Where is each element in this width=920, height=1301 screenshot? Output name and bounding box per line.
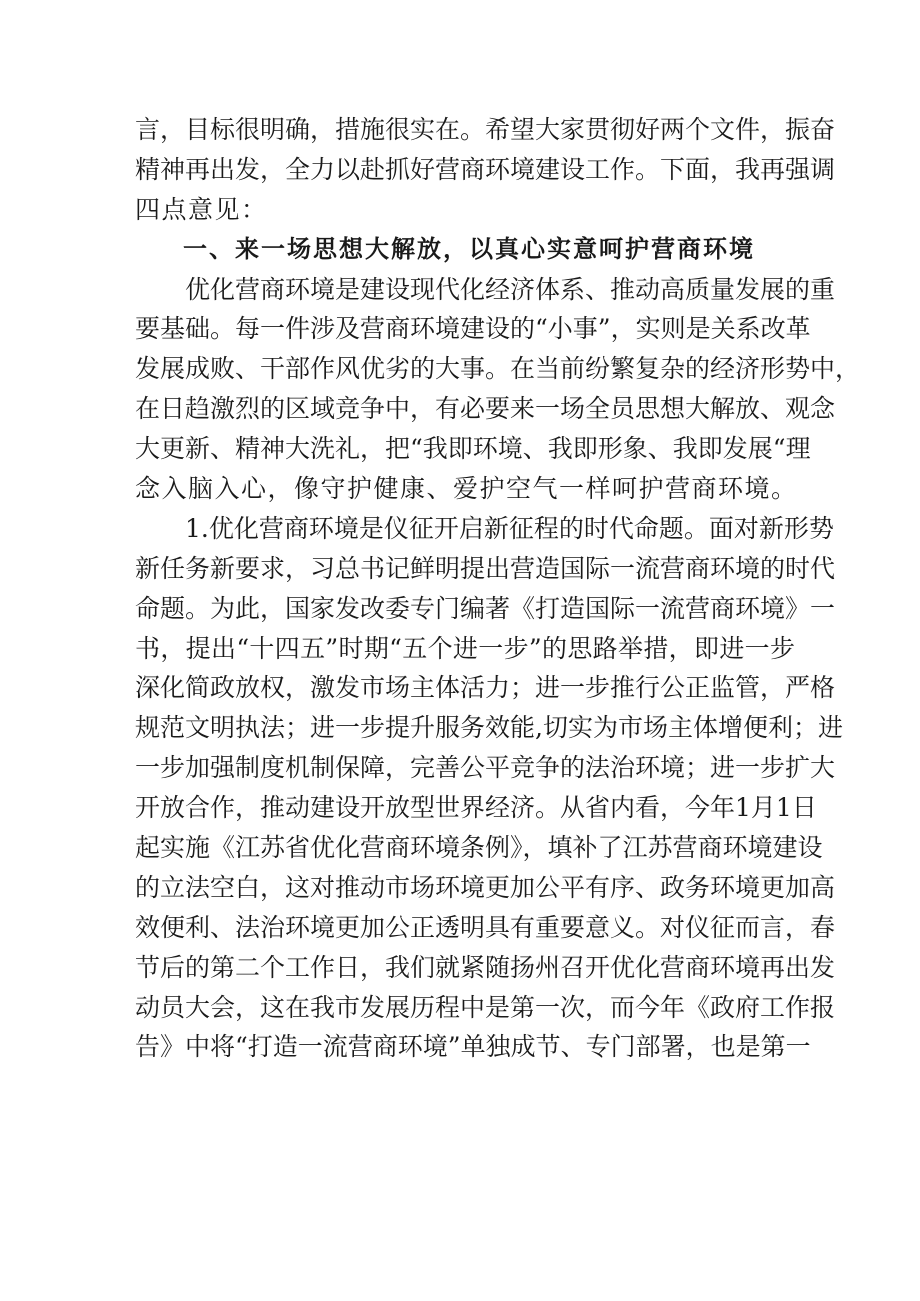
body-line: 规范文明执法；进一步提升服务效能,切实为市场主体增便利；进 [135,713,843,743]
body-line: 书，提出“十四五”时期“五个进一步”的思路举措，即进一步 [135,633,795,663]
body-line: 开放合作，推动建设开放型世界经济。从省内看，今年1月1日 [135,793,817,823]
body-line: 告》中将“打造一流营商环境”单独成节、专门部署，也是第一 [135,1032,811,1062]
body-line: 节后的第二个工作日，我们就紧随扬州召开优化营商环境再出发 [135,952,836,982]
body-line: 命题。为此，国家发改委专门编著《打造国际一流营商环境》一 [135,593,836,623]
body-line: 念入脑入心，像守护健康、爱护空气一样呵护营商环境。 [135,474,798,504]
document-body [135,110,861,1067]
body-line: 言，目标很明确，措施很实在。希望大家贯彻好两个文件，振奋 [135,115,836,144]
body-line: 四点意见： [135,194,268,224]
body-line: 在日趋激烈的区域竞争中，有必要来一场全员思想大解放、观念 [135,394,836,424]
section-heading: 一、来一场思想大解放，以真心实意呵护营商环境 [183,234,755,263]
paragraph-first-line: 优化营商环境是建设现代化经济体系、推动高质量发展的重 [185,274,836,304]
body-line: 效便利、法治环境更加公正透明具有重要意义。对仪征而言，春 [135,912,836,942]
body-line: 起实施《江苏省优化营商环境条例》，填补了江苏营商环境建设 [135,833,823,863]
body-line: 大更新、精神大洗礼，把“我即环境、我即形象、我即发展“理 [135,434,811,464]
body-line: 发展成败、干部作风优劣的大事。在当前纷繁复杂的经济形势中， [135,354,861,384]
body-line: 深化简政放权，激发市场主体活力；进一步推行公正监管，严格 [135,673,836,703]
body-line: 的立法空白，这对推动市场环境更加公平有序、政务环境更加高 [135,872,836,902]
body-line: 精神再出发，全力以赴抓好营商环境建设工作。下面，我再强调 [135,154,836,184]
body-line: 要基础。每一件涉及营商环境建设的“小事”，实则是关系改革 [135,314,811,344]
body-line: 动员大会，这在我市发展历程中是第一次，而今年《政府工作报 [135,992,836,1022]
body-line: 新任务新要求，习总书记鲜明提出营造国际一流营商环境的时代 [135,553,836,583]
paragraph-first-line: 1.优化营商环境是仪征开启新征程的时代命题。面对新形势 [185,513,834,543]
body-line: 一步加强制度机制保障，完善公平竞争的法治环境；进一步扩大 [135,753,836,783]
